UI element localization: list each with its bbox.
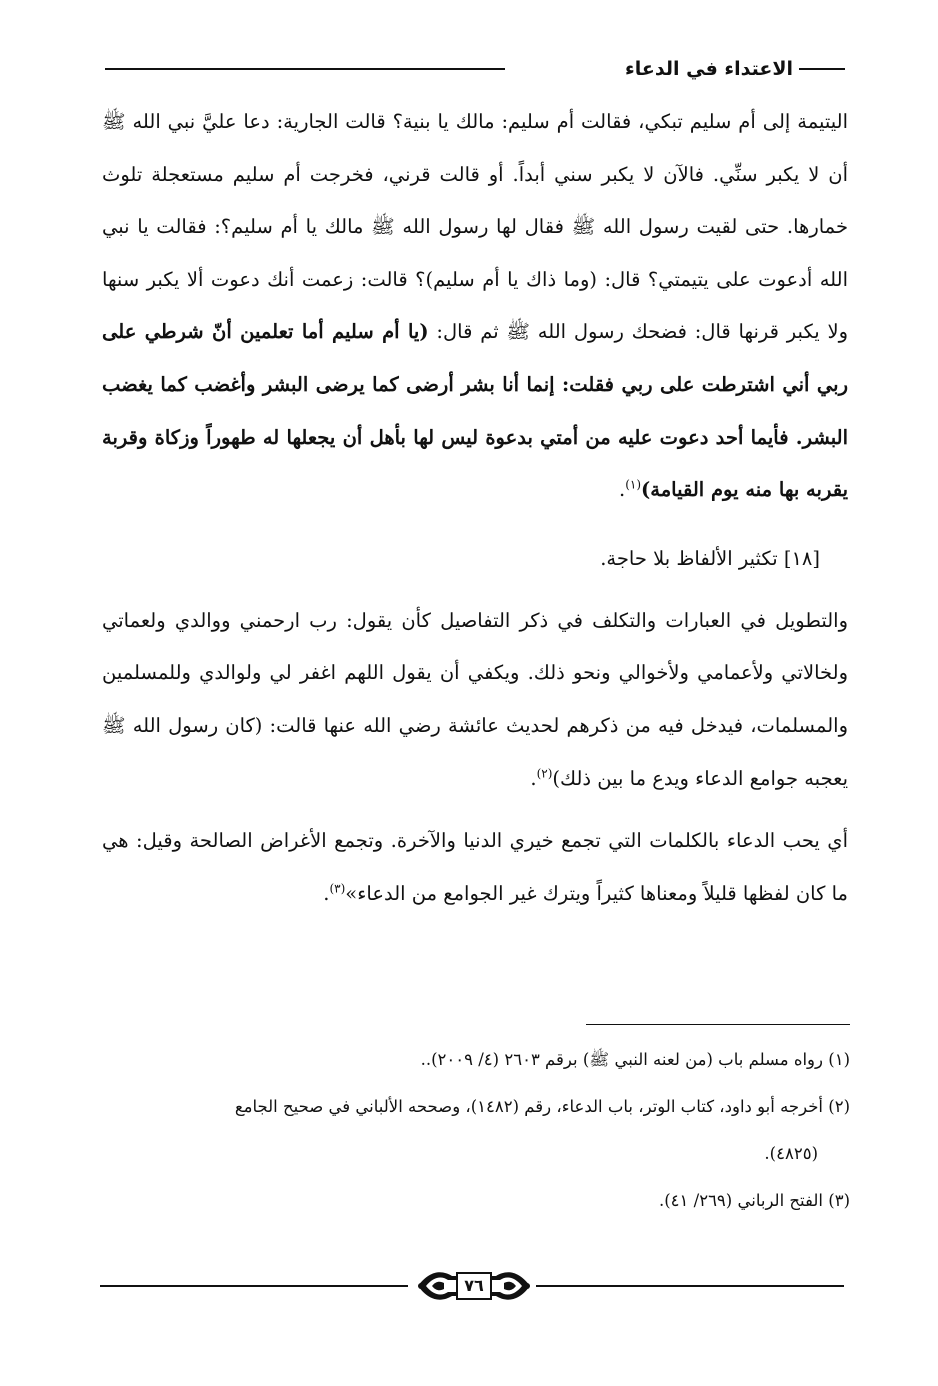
page-footer — [100, 1264, 844, 1308]
paragraph-verbosity-text: والتطويل في العبارات والتكلف في ذكر التفاصيل كأن يقول: رب ارحمني ووالدي ولعماتي ولخالاتي ولأعمامي ولأخوالي ونحو ذلك. ويكفي أن يقول اللهم اغفر لي ولوالدي وللمسلمين والمسلمات، فيدخل فيه من ذكرهم لحديث عائشة رضي الله عنها قالت: (كان رسول الله ﷺ يعجبه جوامع الدعاء ويدع ما بين ذلك) — [102, 608, 848, 790]
header-rule-right — [799, 68, 845, 70]
footnote-2-continuation: (٤٨٢٥). — [764, 1144, 818, 1163]
paragraph-explanation-text: أي يحب الدعاء بالكلمات التي تجمع خيري الدنيا والآخرة. وتجمع الأغراض الصالحة وقيل: هي ما كان لفظها قليلاً ومعناها كثيراً ويترك غير الجوامع من الدعاء» — [102, 829, 848, 905]
footer-rule-left — [100, 1285, 408, 1287]
paragraph-end-punct: . — [618, 478, 626, 502]
footnote-1: (١) رواه مسلم باب (من لعنه النبي ﷺ) برقم ٢٦٠٣ (٤/ ٢٠٠٩).. — [420, 1050, 850, 1069]
paragraph-hadith-text: اليتيمة إلى أم سليم تبكي، فقالت أم سليم: مالك يا بنية؟ قالت الجارية: دعا عليَّ نبي الله ﷺ أن لا يكبر سنِّي. فالآن لا يكبر سني أبداً. أو قالت قرني، فخرجت أم سليم مستعجلة تلوث خمارها. حتى لقيت رسول الله ﷺ فقال لها رسول الله ﷺ مالك يا أم سليم؟: فقالت يا نبي الله أدعوت على يتيمتي؟ قال: (وما ذاك يا أم سليم)؟ قالت: زعمت أنك دعوت ألا يكبر سنها ولا يكبر قرنها قال: فضحك رسول الله ﷺ ثم قال: — [102, 110, 848, 344]
paragraph-verbosity — [102, 595, 848, 805]
footnote-2: (٢) أخرجه أبو داود، كتاب الوتر، باب الدعاء، رقم (١٤٨٢)، وصححه الألباني في صحيح الجامع — [234, 1097, 850, 1116]
paragraph-end-punct: . — [530, 766, 537, 790]
running-header-title: الاعتداء في الدعاء — [625, 58, 793, 80]
main-text — [102, 96, 848, 920]
page-number: ٧٦ — [456, 1272, 492, 1300]
footnote-ref-2: (٢) — [536, 766, 553, 781]
section-heading-18: [١٨] تكثير الألفاظ بلا حاجة. — [600, 546, 820, 570]
header-rule-left — [105, 68, 505, 70]
running-header — [105, 56, 845, 82]
footnote-ref-1: (١) — [625, 477, 642, 492]
footnote-3: (٣) الفتح الرباني (٢٦٩/ ٤١). — [658, 1191, 850, 1210]
footnote-ref-3: (٣) — [329, 881, 346, 896]
footer-rule-right — [536, 1285, 844, 1287]
paragraph-hadith — [102, 96, 848, 517]
paragraph-explanation — [102, 815, 848, 920]
paragraph-end-punct: . — [323, 881, 330, 905]
footnote-separator — [586, 1024, 850, 1025]
hadith-quote-bold: (يا أم سليم أما تعلمين أنّ شرطي على ربي أني اشترطت على ربي فقلت: إنما أنا بشر أرضى كما يرضى البشر وأغضب كما يغضب البشر. فأيما أحد دعوت عليه من أمتي بدعوة ليس لها بأهل أن يجعلها له طهوراً وزكاة وقربة يقربه بها منه يوم القيامة) — [102, 320, 848, 502]
footnotes — [108, 1036, 850, 1224]
